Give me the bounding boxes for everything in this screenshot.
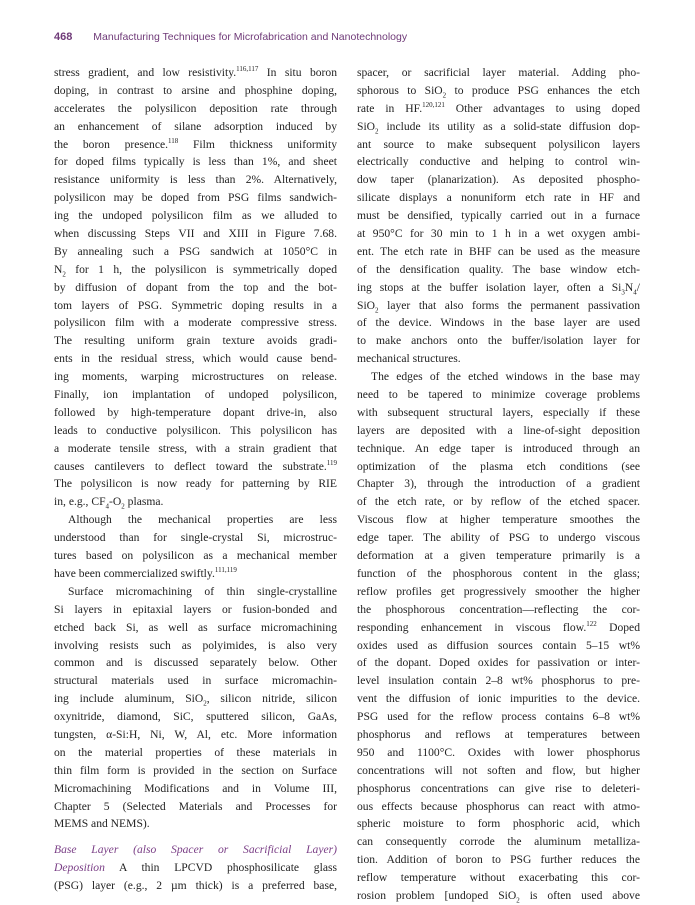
text-segment: the phosphorous concentration—reflecting the cor- (357, 602, 640, 616)
subscript: 4 (633, 288, 637, 296)
text-segment: deformation at a given temperature primarily is a (357, 549, 640, 563)
text-segment: oxynitride, diamond, SiC, sputtered silicon, GaAs, (54, 710, 337, 724)
text-segment: tion. Addition of boron to PSG further reduces the (357, 853, 640, 867)
text-segment: must be densified, typically carried out in a furnace (357, 209, 640, 223)
text-line (54, 118, 337, 136)
text-segment: ing include aluminum, SiO (54, 692, 204, 706)
text-segment: mechanical structures. (357, 352, 461, 366)
text-line (54, 708, 337, 726)
text-line (357, 493, 640, 511)
text-line (54, 637, 337, 655)
text-segment: ents in the residual stress, which would cause bend- (54, 352, 337, 366)
right-text-column (357, 64, 640, 905)
running-title: Manufacturing Techniques for Microfabrication and Nanotechnology (93, 31, 408, 43)
text-segment: include its utility as a solid-state diffusion dop- (378, 119, 640, 133)
text-line (357, 637, 640, 655)
text-line (357, 565, 640, 583)
text-line (357, 529, 640, 547)
text-line (357, 654, 640, 672)
text-line (54, 279, 337, 297)
text-segment: at 950°C for 30 min to 1 h in a wet oxygen ambi- (357, 227, 640, 241)
text-line (357, 189, 640, 207)
text-segment: a moderate tensile stress, with a strain gradient that (54, 441, 337, 455)
text-line (54, 798, 337, 816)
text-line (54, 744, 337, 762)
text-segment: N (624, 280, 634, 294)
text-line (54, 171, 337, 189)
text-segment: ant source to make subsequent polysilicon layers (357, 137, 640, 151)
text-segment: PSG used for the reflow process contains 6–8 wt% (357, 710, 640, 724)
text-line (357, 619, 640, 637)
text-segment: dow taper (planarization). As deposited phospho- (357, 173, 640, 187)
text-line (54, 368, 337, 386)
subscript: 2 (516, 896, 520, 905)
section-heading: Deposition (54, 861, 105, 875)
text-segment: N (54, 262, 63, 276)
text-segment: reflow temperature without exacerbating this cor- (357, 871, 640, 885)
text-segment: understood than for single-crystal Si, microstruc- (54, 531, 337, 545)
text-line (54, 189, 337, 207)
text-line (54, 82, 337, 100)
text-line (357, 243, 640, 261)
text-line (357, 261, 640, 279)
text-line (54, 583, 337, 601)
section-heading: Base Layer (also Spacer or Sacrificial Layer) (54, 843, 337, 857)
text-line (357, 440, 640, 458)
text-line (54, 859, 337, 877)
text-segment: phosphorus and reflows at temperatures between (357, 727, 640, 741)
text-line (357, 547, 640, 565)
text-line (357, 368, 640, 386)
text-line (54, 153, 337, 171)
citation-superscript: 120,121 (422, 100, 445, 109)
text-line (54, 690, 337, 708)
text-line (54, 841, 337, 859)
text-line (54, 493, 337, 511)
text-line (357, 136, 640, 154)
text-line (54, 475, 337, 493)
text-segment: / (636, 280, 640, 294)
text-segment: electrically conductive and helping to control win- (357, 155, 640, 169)
text-line (357, 297, 640, 315)
text-segment: The polysilicon is now ready for patterning by RIE (54, 477, 337, 491)
text-segment: ous effects because phosphorus can react with atmo- (357, 799, 640, 813)
text-line (54, 601, 337, 619)
text-line (54, 654, 337, 672)
text-line (54, 386, 337, 404)
text-segment: Viscous flow at higher temperature smoothes the (357, 513, 640, 527)
text-segment: Doped (596, 620, 640, 634)
text-segment: (PSG) layer (e.g., 2 µm thick) is a preferred base, (54, 879, 337, 893)
text-segment: SiO (357, 298, 376, 312)
text-segment: -O (109, 495, 122, 509)
text-line (357, 279, 640, 297)
text-line (357, 583, 640, 601)
text-segment: accelerates the polysilicon deposition rate through (54, 101, 337, 115)
text-segment: by diffusion of dopant from the top and the bot- (54, 280, 337, 294)
text-segment: reflow profiles get progressively smoother the higher (357, 584, 640, 598)
text-line (357, 332, 640, 350)
text-segment: Although the mechanical properties are less (68, 513, 337, 527)
text-line (357, 386, 640, 404)
text-segment: In situ boron (258, 66, 337, 79)
text-line (54, 672, 337, 690)
text-segment: an enhancement of silane adsorption induced by (54, 119, 337, 133)
text-segment: silicate displays a nonuniform etch rate in HF and (357, 191, 640, 205)
citation-superscript: 122 (586, 619, 597, 628)
text-segment: is often used above (519, 888, 640, 902)
text-line (357, 118, 640, 136)
text-segment: Surface micromachining of thin single-crystalline (68, 584, 337, 598)
text-segment: layer that also forms the permanent passivation (378, 298, 640, 312)
text-line (357, 744, 640, 762)
text-segment: spheric moisture to form phosphoric acid, which (357, 817, 640, 831)
text-segment: to produce PSG enhances the etch (446, 83, 640, 97)
text-segment: of the device. Windows in the base layer are used (357, 316, 640, 330)
running-header (54, 31, 654, 47)
text-line (357, 458, 640, 476)
text-segment: rosion problem [undoped SiO (357, 888, 517, 902)
citation-superscript: 111,119 (214, 566, 237, 575)
text-segment: optimization of the plasma etch conditions (see (357, 459, 640, 473)
text-line (54, 350, 337, 368)
text-line (54, 547, 337, 565)
text-line (54, 440, 337, 458)
text-line (357, 780, 640, 798)
subscript: 4 (105, 502, 110, 511)
text-segment: have been commercialized swiftly. (54, 566, 215, 580)
text-segment: rate in HF. (357, 101, 423, 115)
subscript: 2 (203, 699, 207, 708)
text-segment: doping, in contrast to arsine and phosphine doping, (54, 83, 337, 97)
text-line (357, 100, 640, 118)
text-segment: resistance uniformity is less than 2%. Alternatively, (54, 173, 337, 187)
subscript: 2 (121, 502, 125, 511)
text-segment: to make anchors onto the buffer/isolation layer for (357, 334, 640, 348)
text-line (357, 64, 640, 82)
text-segment: The edges of the etched windows in the base may (371, 370, 640, 384)
text-line (357, 225, 640, 243)
text-segment: Other advantages to using doped (444, 101, 640, 115)
text-segment: polysilicon may be doped from PSG films sandwich- (54, 191, 337, 205)
text-segment: ent. The etch rate in BHF can be used as the measure (357, 244, 640, 258)
text-segment: ing stops at the buffer isolation layer, often a Si (357, 280, 622, 294)
text-segment: stress gradient, and low resistivity. (54, 66, 237, 79)
text-segment: level insulation contain 2–8 wt% phosphorus to pre- (357, 674, 640, 688)
text-segment: technique. An edge taper is introduced through an (357, 441, 640, 455)
text-segment: plasma. (124, 495, 164, 509)
text-segment: spacer, or sacrificial layer material. Adding pho- (357, 66, 640, 79)
text-segment: Micromachining Modifications and in Volume III, (54, 781, 337, 795)
subscript: 2 (442, 91, 447, 100)
page-number: 468 (54, 31, 73, 43)
text-line (54, 619, 337, 637)
text-line (54, 565, 337, 583)
text-segment: tures based on polysilicon as a mechanical member (54, 549, 337, 563)
subscript: 3 (621, 288, 625, 296)
text-line (357, 314, 640, 332)
text-line (54, 877, 337, 895)
text-line (357, 82, 640, 100)
text-segment: layers are deposited with a line-of-sight deposition (357, 423, 640, 437)
text-segment: By annealing such a PSG sandwich at 1050°C in (54, 244, 337, 258)
text-segment: for doped films typically is less than 1%, and sheet (54, 155, 337, 169)
text-segment: the boron presence. (54, 137, 169, 151)
text-segment: involving resists such as polyimides, is also very (54, 638, 337, 652)
text-segment: edge taper. The ability of PSG to undergo viscous (357, 531, 640, 545)
text-segment: followed by high-temperature dopant drive-in, also (54, 405, 337, 419)
text-segment: MEMS and NEMS). (54, 817, 150, 831)
text-line (54, 529, 337, 547)
text-segment: common and is discussed separately below. Other (54, 656, 337, 670)
text-line (54, 243, 337, 261)
text-line (357, 672, 640, 690)
text-segment: etched back Si, as well as surface micromachining (54, 620, 337, 634)
text-segment: leads to conductive polysilicon. This polysilicon has (54, 423, 337, 437)
text-line (54, 297, 337, 315)
text-segment: 950 and 1100°C. Oxides with lower phosphorus (357, 745, 640, 759)
text-segment: causes cantilevers to deflect toward the substrate. (54, 459, 327, 473)
text-segment: vent the diffusion of ionic impurities to the device. (357, 692, 640, 706)
text-segment: concentrations will not soften and flow, but higher (357, 763, 640, 777)
text-line (357, 475, 640, 493)
text-line (357, 207, 640, 225)
text-segment: of the dopant. Doped oxides for passivation or inter- (357, 656, 640, 670)
text-segment: thin film form is provided in the section on Surface (54, 763, 337, 777)
text-line (357, 798, 640, 816)
text-segment: responding enhancement in viscous flow. (357, 620, 587, 634)
text-line (357, 153, 640, 171)
subscript: 2 (375, 126, 379, 135)
text-line (54, 225, 337, 243)
subscript: 2 (62, 270, 66, 279)
text-segment: with subsequent structural layers, especially if these (357, 405, 640, 419)
text-line (357, 851, 640, 869)
text-line (357, 422, 640, 440)
text-segment: tungsten, α-Si:H, Ni, W, Al, etc. More information (54, 727, 337, 741)
text-line (54, 511, 337, 529)
citation-superscript: 118 (168, 136, 179, 145)
text-line (54, 422, 337, 440)
text-segment: polysilicon film with a moderate compressive stress. (54, 316, 337, 330)
text-line (54, 404, 337, 422)
text-line (54, 64, 337, 82)
text-segment: oxides used as diffusion sources contain 5–15 wt% (357, 638, 640, 652)
text-segment: on the material properties of these materials in (54, 745, 337, 759)
text-line (54, 100, 337, 118)
subscript: 2 (375, 305, 379, 314)
text-line (357, 690, 640, 708)
text-line (357, 708, 640, 726)
text-segment: The resulting uniform grain texture avoids gradi- (54, 334, 337, 348)
citation-superscript: 119 (326, 458, 337, 467)
text-segment: of the etch rate, or by reflow of the etched spacer. (357, 495, 640, 509)
text-line (54, 261, 337, 279)
text-segment: ing the undoped polysilicon film as we alluded to (54, 209, 337, 223)
text-segment: ing moments, warping microstructures on release. (54, 370, 337, 384)
citation-superscript: 116,117 (236, 65, 259, 74)
text-segment: when discussing Steps VII and XIII in Figure 7.68. (54, 227, 337, 241)
text-line (357, 350, 640, 368)
text-segment: sphorous to SiO (357, 83, 443, 97)
text-segment: need to be tapered to minimize coverage problems (357, 388, 640, 402)
text-line (357, 601, 640, 619)
text-line (357, 815, 640, 833)
text-line (54, 780, 337, 798)
text-line (357, 833, 640, 851)
left-text-column (54, 64, 337, 895)
text-line (54, 458, 337, 476)
text-segment: can consequently corrode the aluminum metalliza- (357, 835, 640, 849)
text-line (54, 762, 337, 780)
text-segment: for 1 h, the polysilicon is symmetrically doped (65, 262, 337, 276)
text-segment: Finally, ion implantation of undoped polysilicon, (54, 388, 337, 402)
text-segment: A thin LPCVD phosphosilicate glass (104, 861, 337, 875)
text-line (357, 404, 640, 422)
text-line (357, 887, 640, 905)
text-segment: , silicon nitride, silicon (206, 692, 337, 706)
text-segment: in, e.g., CF (54, 495, 106, 509)
text-segment: phosphorus concentrations can give rise to deleteri- (357, 781, 640, 795)
text-segment: Film thickness uniformity (178, 137, 337, 151)
text-line (357, 762, 640, 780)
text-line (54, 207, 337, 225)
text-segment: function of the phosphorous content in the glass; (357, 566, 640, 580)
text-segment: of the densification quality. The base window etch- (357, 262, 640, 276)
text-segment: Chapter 5 (Selected Materials and Processes for (54, 799, 337, 813)
text-line (357, 726, 640, 744)
text-segment: Si layers in epitaxial layers or fusion-bonded and (54, 602, 337, 616)
text-line (357, 511, 640, 529)
text-segment: SiO (357, 119, 376, 133)
text-line (54, 314, 337, 332)
text-line (54, 332, 337, 350)
text-segment: tom layers of PSG. Symmetric doping results in a (54, 298, 337, 312)
text-line (54, 136, 337, 154)
text-line (54, 815, 337, 833)
text-line (54, 726, 337, 744)
text-line (357, 171, 640, 189)
text-segment: Chapter 3), through the introduction of a gradient (357, 477, 640, 491)
text-line (357, 869, 640, 887)
text-segment: structural materials used in surface micromachin- (54, 674, 337, 688)
